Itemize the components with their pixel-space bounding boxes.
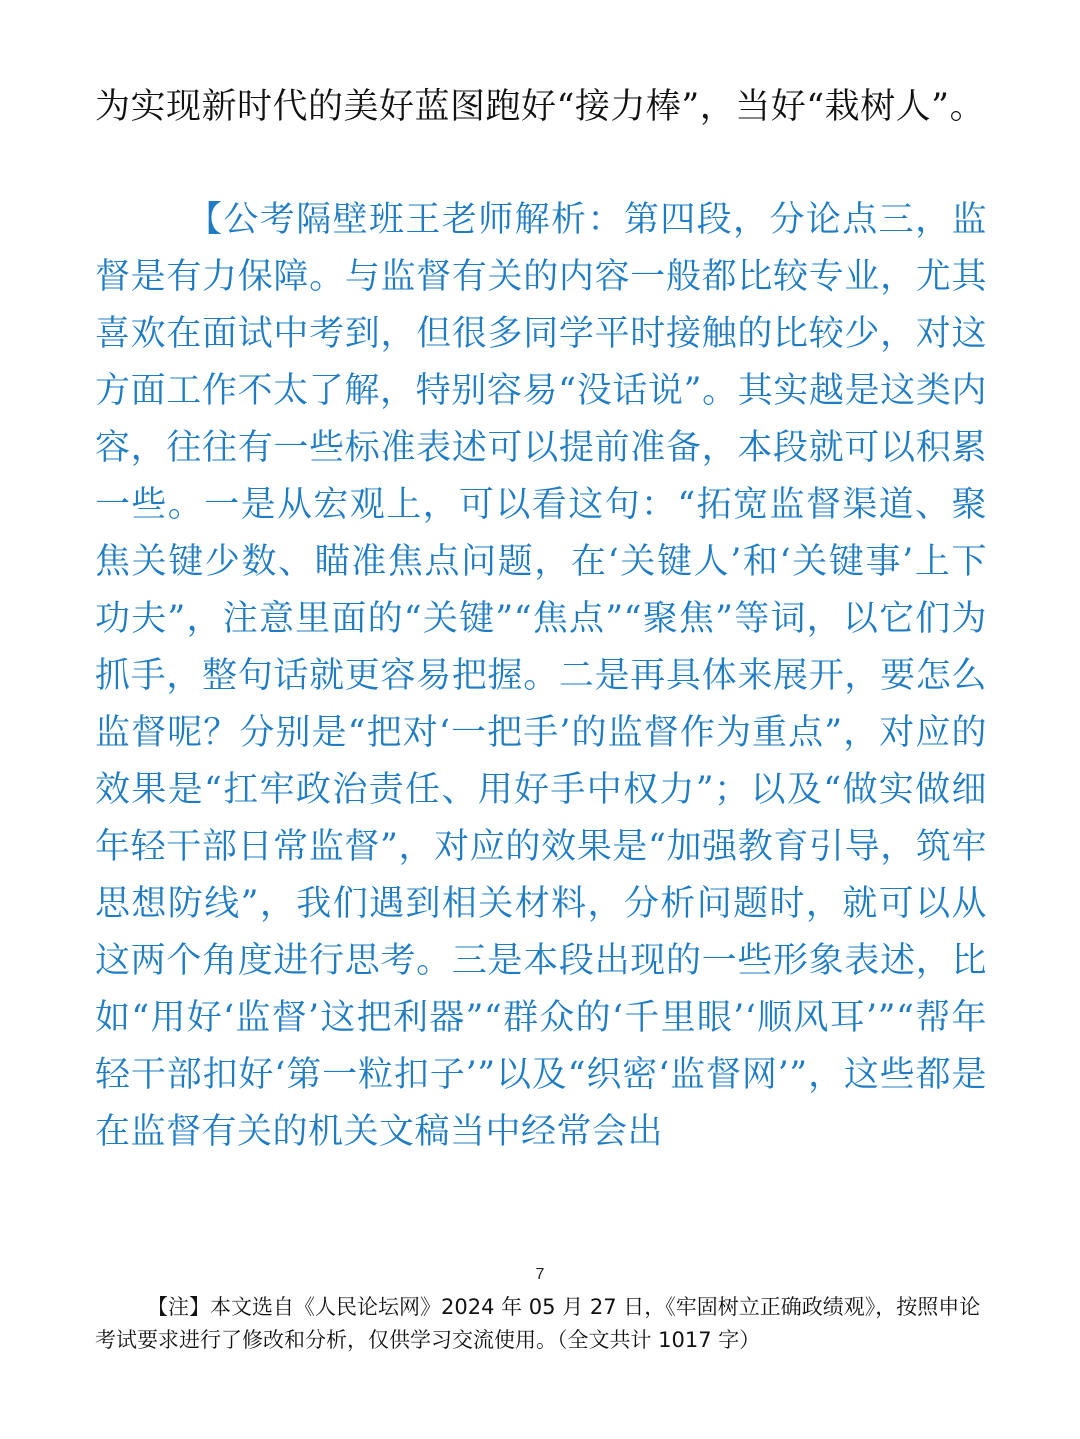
footnote: 【注】本文选自《人民论坛网》2024 年 05 月 27 日，《牢固树立正确政绩观》，按照申论考试要求进行了修改和分析，仅供学习交流使用。（全文共计 1017 字） bbox=[95, 1295, 981, 1352]
body-paragraph: 为实现新时代的美好蓝图跑好“接力棒”，当好“栽树人”。 bbox=[95, 87, 986, 127]
page-number: 7 bbox=[535, 1266, 545, 1283]
analysis-paragraph: 【公考隔壁班王老师解析：第四段，分论点三，监督是有力保障。与监督有关的内容一般都比较专业，尤其喜欢在面试中考到，但很多同学平时接触的比较少，对这方面工作不太了解，特别容易“没话说”。其实越是这类内容，往往有一些标准表述可以提前准备，本段就可以积累一些。一是从宏观上，可以看这句：“拓宽监督渠道、聚焦关键少数、瞄准焦点问题，在‘关键人’和‘关键事’上下功夫”，注意里面的“关键”“焦点”“聚焦”等词，以它们为抓手，整句话就更容易把握。二是再具体来展开，要怎么监督呢？分别是“把对‘一把手’的监督作为重点”，对应的效果是“扛牢政治责任、用好手中权力”；以及“做实做细年轻干部日常监督”，对应的效果是“加强教育引导，筑牢思想防线”，我们遇到相关材料，分析问题时，就可以从这两个角度进行思考。三是本段出现的一些形象表述，比如“用好‘监督’这把利器”“群众的‘千里眼’‘顺风耳’”“帮年轻干部扣好‘第一粒扣子’”以及“织密‘监督网’”，这些都是在监督有关的机关文稿当中经常会出 bbox=[95, 200, 987, 1152]
